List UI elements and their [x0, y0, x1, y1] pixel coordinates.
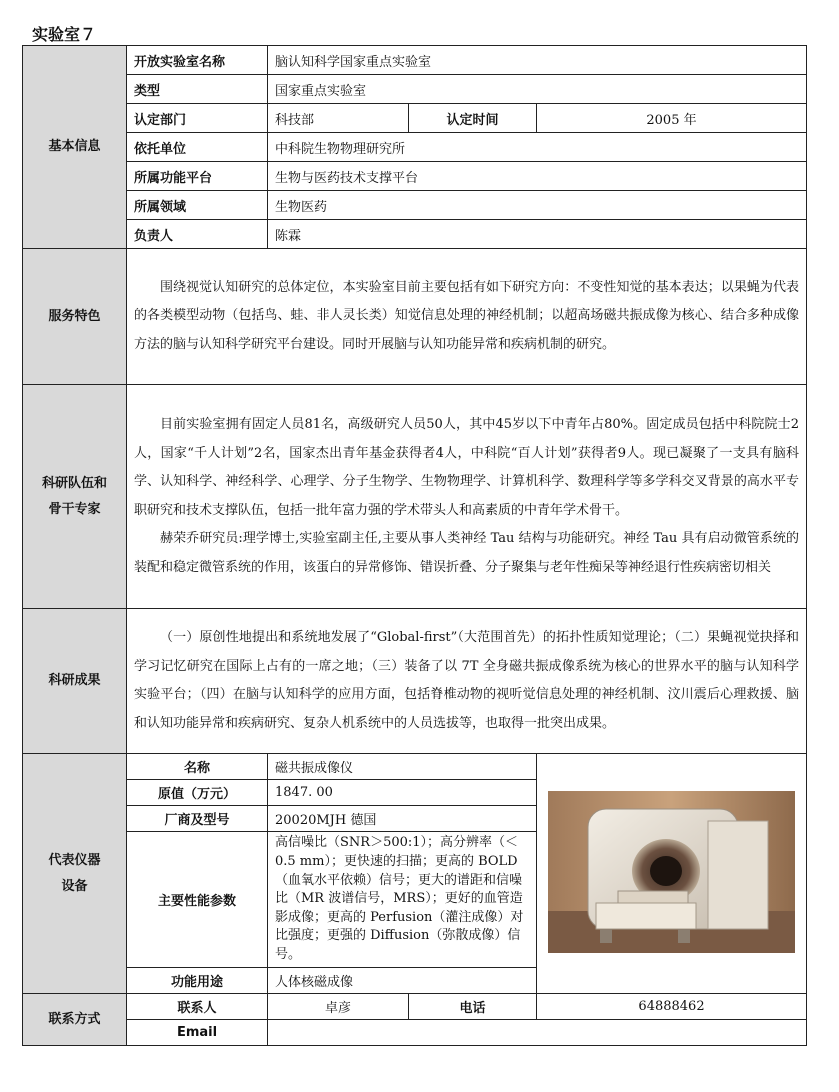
lab-info-table [22, 45, 807, 1046]
type-value: 国家重点实验室 [268, 75, 807, 104]
lab-name-label: 开放实验室名称 [127, 46, 268, 75]
contact-email-label: Email [127, 1020, 268, 1046]
section-service: 服务特色 [23, 249, 127, 385]
equip-price-value: 1847. 00 [268, 780, 537, 806]
equip-maker-value: 20020MJH 德国 [268, 806, 537, 832]
platform-label: 所属功能平台 [127, 162, 268, 191]
section-achievements: 科研成果 [23, 609, 127, 754]
type-label: 类型 [127, 75, 268, 104]
equip-use-label: 功能用途 [127, 968, 268, 994]
service-text-cell [127, 249, 807, 385]
contact-person-label: 联系人 [127, 994, 268, 1020]
section-team [23, 385, 127, 609]
equip-price-label: 原值（万元） [127, 780, 268, 806]
equip-params-value: 高信噪比（SNR＞500:1）；高分辨率（＜0.5 mm）；更快速的扫描；更高的 BOLD（血氧水平依赖）信号；更大的谱距和信噪比（MR 波谱信号，MRS）；更好的血管造影成像；更高的 Perfusion（灌注成像）对比强度；更强的 Diffusion（弥散成像）信号。 [268, 832, 537, 968]
dept-label: 认定部门 [127, 104, 268, 133]
section-equipment [23, 754, 127, 994]
achievements-text-cell [127, 609, 807, 754]
contact-phone-value: 64888462 [537, 994, 807, 1020]
dept-value: 科技部 [268, 104, 409, 133]
equip-name-label: 名称 [127, 754, 268, 780]
service-text: 围绕视觉认知研究的总体定位，本实验室目前主要包括有如下研究方向：不变性知觉的基本表达；以果蝇为代表的各类模型动物（包括鸟、蛙、非人灵长类）知觉信息处理的神经机制；以超高场磁共振成像为核心、结合多种成像方法的脑与认知科学研究平台建设。同时开展脑与认知功能异常和疾病机制的研究。 [134, 279, 800, 352]
platform-value: 生物与医药技术支撑平台 [268, 162, 807, 191]
team-para-1: 目前实验室拥有固定人员81名，高级研究人员50人，其中45岁以下中青年占80%。固定成员包括中科院院士2人，国家“千人计划”2名，国家杰出青年基金获得者4人，中科院“百人计划”获得者9人。现已凝聚了一支具有脑科学、认知科学、神经科学、心理学、分子生物学、生物物理学、计算机科学、数理科学等多学科交叉背景的高水平专职研究和技术支撑队伍，包括一批年富力强的学术带头人和高素质的中青年学术骨干。 [134, 417, 800, 518]
time-label: 认定时间 [409, 104, 537, 133]
equip-name-value: 磁共振成像仪 [268, 754, 537, 780]
team-text-cell [127, 385, 807, 609]
unit-value: 中科院生物物理研究所 [268, 133, 807, 162]
field-label: 所属领域 [127, 191, 268, 220]
equipment-photo-cell [537, 754, 807, 994]
head-label: 负责人 [127, 220, 268, 249]
unit-label: 依托单位 [127, 133, 268, 162]
section-basic-info: 基本信息 [23, 46, 127, 249]
time-value: 2005 年 [537, 104, 807, 133]
section-team-line2: 骨干专家 [48, 501, 101, 517]
section-contact: 联系方式 [23, 994, 127, 1046]
lab-title: 实验室７ [32, 25, 97, 44]
contact-email-value [268, 1020, 807, 1046]
equip-use-value: 人体核磁成像 [268, 968, 537, 994]
contact-person-value: 卓彦 [268, 994, 409, 1020]
section-equipment-line2: 设备 [61, 878, 88, 894]
team-para-2: 赫荣乔研究员:理学博士,实验室副主任,主要从事人类神经 Tau 结构与功能研究。神经 Tau 具有启动微管系统的装配和稳定微管系统的作用，该蛋白的异常修饰、错误折叠、分子聚集与老年性痴呆等神经退行性疾病密切相关 [134, 531, 800, 575]
section-team-line1: 科研队伍和 [41, 475, 107, 491]
mri-scanner-image [548, 791, 795, 953]
equip-params-label: 主要性能参数 [127, 832, 268, 968]
equip-maker-label: 厂商及型号 [127, 806, 268, 832]
contact-phone-label: 电话 [409, 994, 537, 1020]
head-value: 陈霖 [268, 220, 807, 249]
field-value: 生物医药 [268, 191, 807, 220]
section-equipment-line1: 代表仪器 [48, 852, 101, 868]
achievements-text: （一）原创性地提出和系统地发展了“Global-first”（大范围首先）的拓扑性质知觉理论；（二）果蝇视觉抉择和学习记忆研究在国际上占有的一席之地；（三）装备了以 7T 全身磁共振成像系统为核心的世界水平的脑与认知科学实验平台；（四）在脑与认知科学的应用方面，包括脊椎动物的视听觉信息处理的神经机制、汶川震后心理救援、脑和认知功能异常和疾病研究、复杂人机系统中的人员选拔等，也取得一批突出成果。 [134, 630, 800, 731]
lab-name-value: 脑认知科学国家重点实验室 [268, 46, 807, 75]
